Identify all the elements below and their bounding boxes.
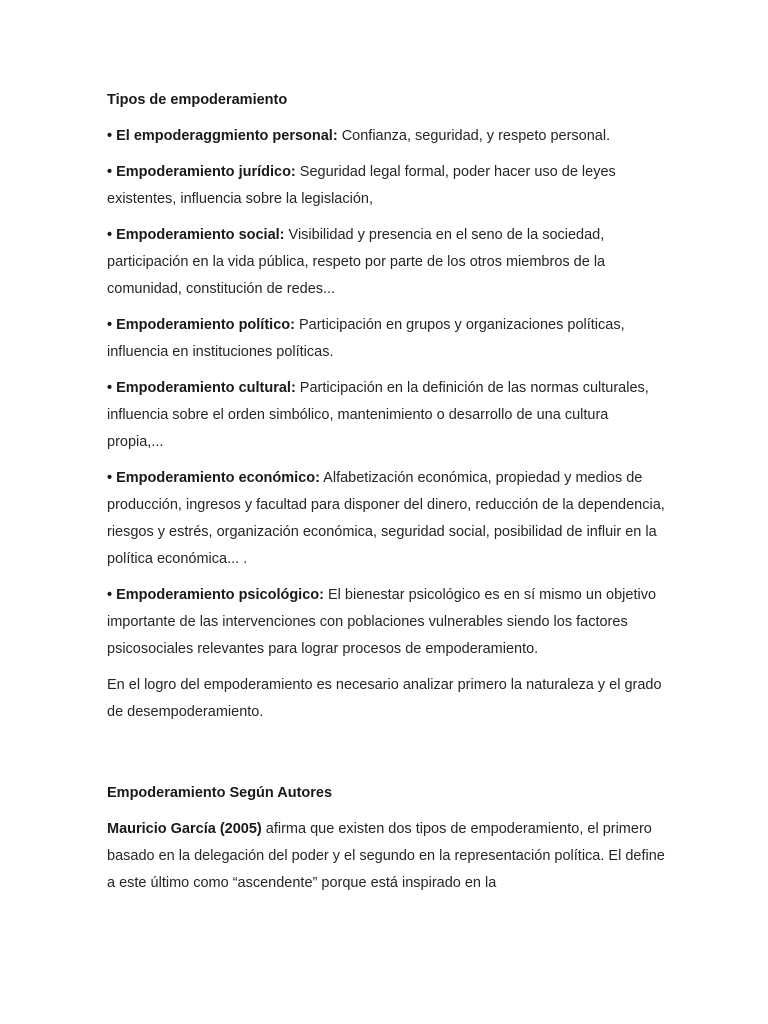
list-item-term: • Empoderamiento cultural:	[107, 380, 296, 396]
list-item-cultural	[107, 375, 668, 456]
list-item-term: • Empoderamiento social:	[107, 227, 285, 243]
list-item-term: • Empoderamiento político:	[107, 317, 295, 333]
list-item-term: • El empoderaggmiento personal:	[107, 128, 338, 144]
section-spacer	[107, 735, 668, 780]
closing-paragraph: En el logro del empoderamiento es necesario analizar primero la naturaleza y el grado de desempoderamiento.	[107, 677, 662, 720]
list-item-text: Alfabetización económica, propiedad y medios de producción, ingresos y facultad para disponer del dinero, reducción de la dependencia, riesgos y estrés, organización económica, seguridad social, posibilidad de influir en la política económica... .	[107, 470, 665, 567]
list-item-text: Seguridad legal formal, poder hacer uso de leyes existentes, influencia sobre la legislación,	[107, 164, 616, 207]
section-title-tipos: Tipos de empoderamiento	[107, 92, 288, 108]
author-text: afirma que existen dos tipos de empoderamiento, el primero basado en la delegación del poder y el segundo en la representación política. El define a este último como “ascendente” porque está inspirado en la	[107, 821, 665, 891]
list-item-text: Visibilidad y presencia en el seno de la sociedad, participación en la vida pública, respeto por parte de los otros miembros de la comunidad, constitución de redes...	[107, 227, 606, 297]
list-item-social	[107, 222, 668, 303]
list-item-term: • Empoderamiento jurídico:	[107, 164, 296, 180]
list-item-text: El bienestar psicológico es en sí mismo un objetivo importante de las intervenciones con poblaciones vulnerables siendo los factores psicosociales relevantes para lograr procesos de empoderamiento.	[107, 587, 657, 657]
list-item-economico	[107, 465, 668, 573]
author-name: Mauricio García (2005)	[107, 821, 262, 837]
list-item-juridico	[107, 159, 668, 213]
list-item-term: • Empoderamiento psicológico:	[107, 587, 324, 603]
list-item-psicologico	[107, 582, 668, 663]
author-paragraph	[107, 816, 668, 897]
list-item-term: • Empoderamiento económico:	[107, 470, 320, 486]
list-item-text: Participación en la definición de las normas culturales, influencia sobre el orden simbólico, mantenimiento o desarrollo de una cultura propia,...	[107, 380, 649, 450]
list-item-text: Confianza, seguridad, y respeto personal.	[337, 128, 611, 144]
list-item-text: Participación en grupos y organizaciones políticas, influencia en instituciones políticas.	[107, 317, 625, 360]
list-item-personal	[107, 123, 668, 150]
list-item-politico	[107, 312, 668, 366]
section-title-autores: Empoderamiento Según Autores	[107, 785, 333, 801]
